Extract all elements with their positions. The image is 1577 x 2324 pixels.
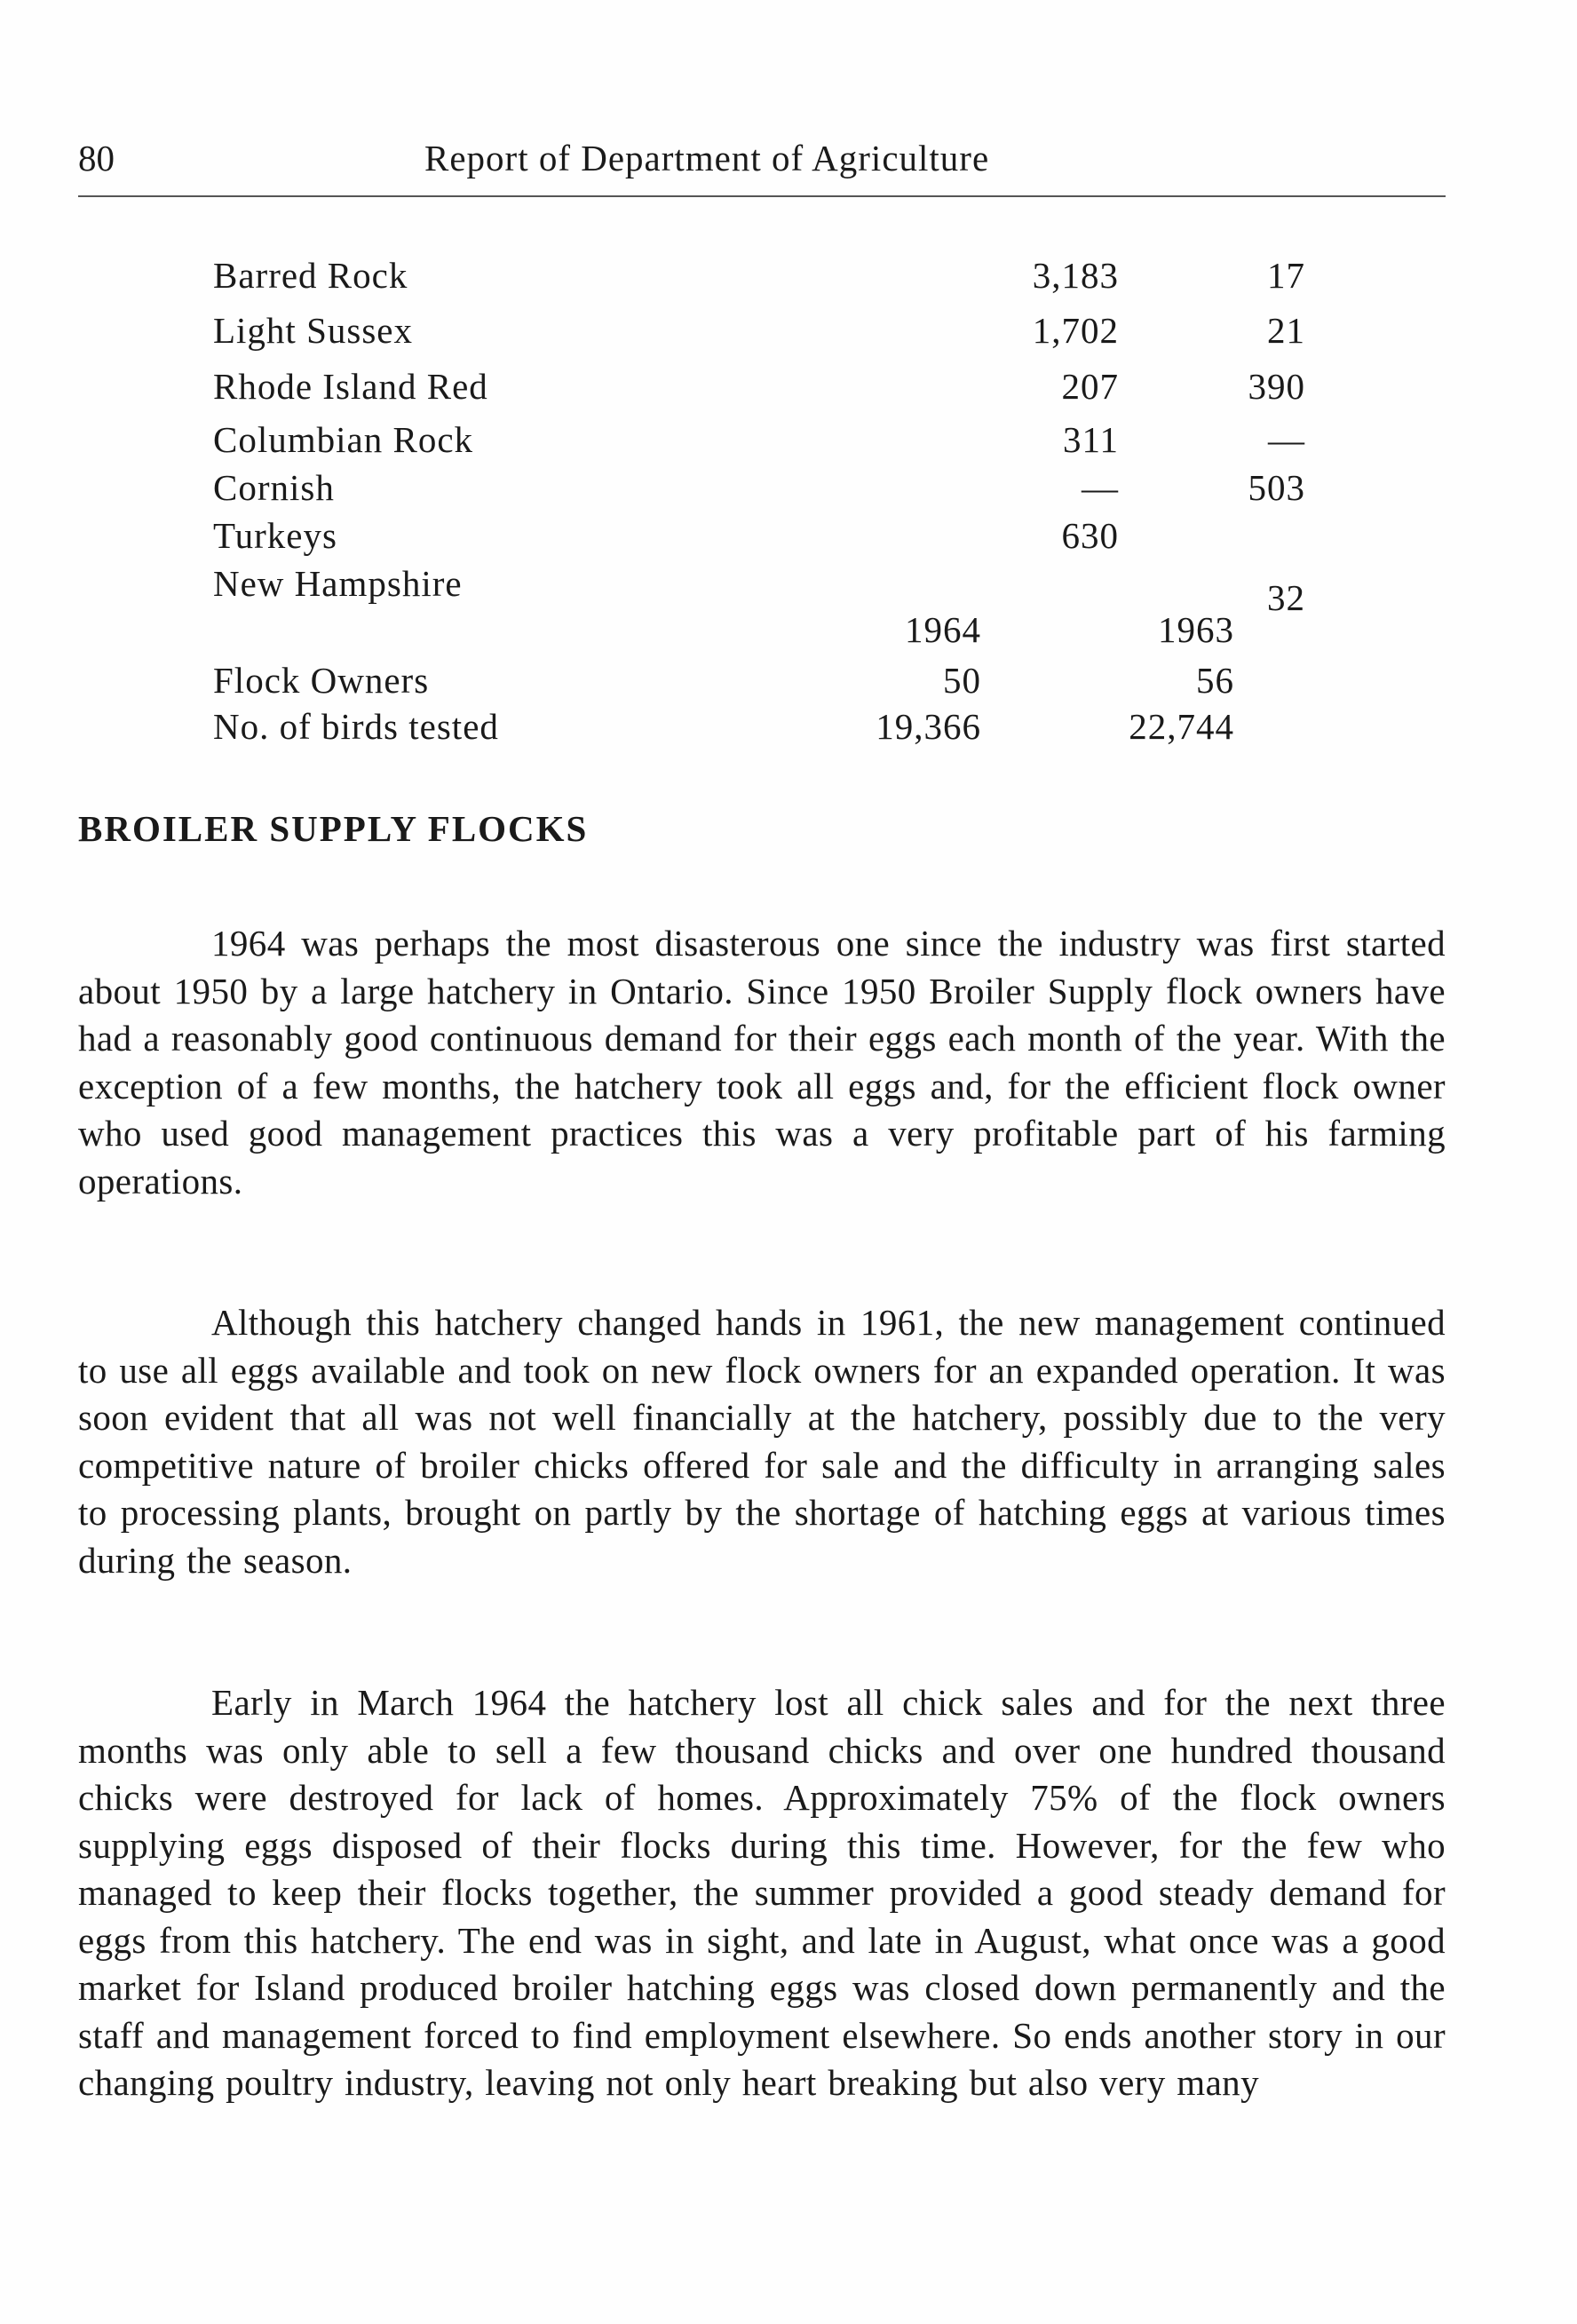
page-number: 80 xyxy=(78,138,115,178)
breed-name: Cornish xyxy=(213,467,335,508)
breed-name: Rhode Island Red xyxy=(213,366,488,407)
body-paragraph: Although this hatchery changed hands in 1961, the new management continued to use all eggs available and took on new flock owners for an expanded operation. It was soon evident that all was not well financially at the hatchery, possibly due to the very competitive nature of broiler chicks offered for sale and the difficulty in arranging sales to processing plants, brought on partly by the shortage of hatching eggs at various times during the season. xyxy=(78,1302,1446,1581)
summary-value-1964: 50 xyxy=(943,660,981,701)
breed-name: Turkeys xyxy=(213,515,337,556)
breed-value-a: 311 xyxy=(1063,419,1119,460)
breed-value-a: 3,183 xyxy=(1032,255,1119,296)
breed-value-a: 207 xyxy=(1061,366,1119,407)
breed-value-b: 32 xyxy=(1267,577,1305,618)
breed-value-a: 1,702 xyxy=(1032,310,1119,351)
header-rule xyxy=(78,195,1446,197)
breed-value-b: — xyxy=(1268,419,1305,460)
breed-value-a: — xyxy=(1082,467,1119,508)
breed-name: Light Sussex xyxy=(213,310,413,351)
summary-value-1963: 22,744 xyxy=(1129,706,1234,747)
breed-name: Columbian Rock xyxy=(213,419,474,460)
summary-value-1963: 56 xyxy=(1196,660,1234,701)
body-paragraph: 1964 was perhaps the most disasterous one since the industry was first started about 1950 by a large hatchery in Ontario. Since 1950 Broiler Supply flock owners have had a reasonably good continuous demand for their eggs each month of the year. With the exception of a few months, the hatchery took all eggs and, for the efficient flock owner who used good management practices this was a very profitable part of his farming operations. xyxy=(78,923,1446,1202)
breed-name: New Hampshire xyxy=(213,563,463,604)
breed-value-a: 630 xyxy=(1061,515,1119,556)
page-header xyxy=(78,133,1446,183)
running-title: Report of Department of Agriculture xyxy=(424,138,990,178)
year-header-1964: 1964 xyxy=(905,609,981,650)
breed-name: Barred Rock xyxy=(213,255,408,296)
summary-label: No. of birds tested xyxy=(213,706,499,747)
section-heading: BROILER SUPPLY FLOCKS xyxy=(78,808,589,849)
summary-value-1964: 19,366 xyxy=(876,706,981,747)
summary-label: Flock Owners xyxy=(213,660,430,701)
breed-value-b: 390 xyxy=(1248,366,1305,407)
breed-value-b: 503 xyxy=(1248,467,1305,508)
year-header-1963: 1963 xyxy=(1158,609,1234,650)
breed-value-b: 17 xyxy=(1267,255,1305,296)
body-paragraph: Early in March 1964 the hatchery lost all chick sales and for the next three months was only able to sell a few thousand chicks and over one hundred thousand chicks were destroyed for lack of homes. Approximately 75% of the flock owners supplying eggs disposed of their flocks during this time. However, for the few who managed to keep their flocks together, the summer provided a good steady demand for eggs from this hatchery. The end was in sight, and late in August, what once was a good market for Island produced broiler hatching eggs was closed down permanently and the staff and management forced to find employment elsewhere. So ends another story in our changing poultry industry, leaving not only heart breaking but also very many xyxy=(78,1682,1446,2103)
breed-value-b: 21 xyxy=(1267,310,1305,351)
